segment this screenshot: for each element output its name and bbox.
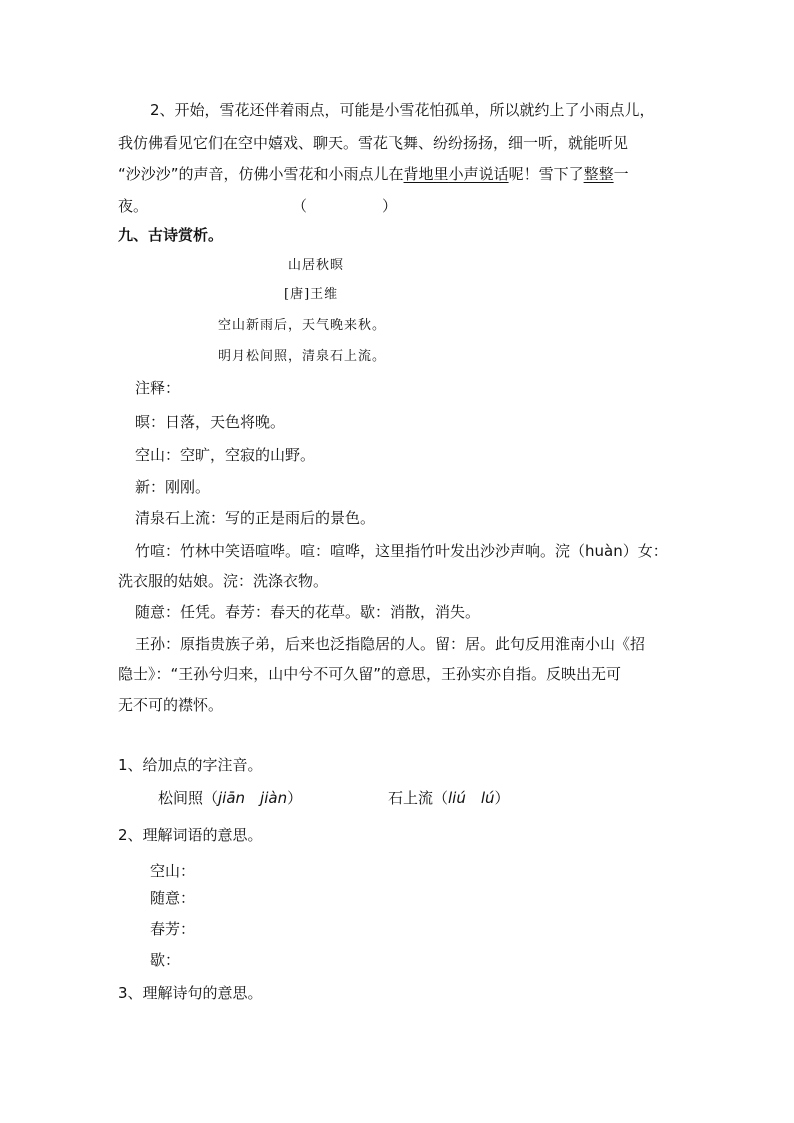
underlined-word-beidili: 背地里 — [403, 165, 449, 183]
poem-title: 山居秋暝 — [288, 258, 345, 273]
pinyin-options-liu[interactable]: liú lú — [448, 789, 495, 807]
note-ming: 暝：日落，天色将晚。 — [135, 413, 286, 431]
question-2: 2、理解词语的意思。 — [118, 826, 263, 844]
answer-blank[interactable]: （ ） — [292, 197, 398, 215]
passage-line-3-text-c: 一 — [613, 165, 629, 183]
note-xin: 新：刚刚。 — [135, 478, 211, 496]
question-1: 1、给加点的字注音。 — [118, 756, 263, 774]
word-kongshan: 空山： — [150, 862, 196, 880]
note-wangsun-cont-1: 隐士》：“王孙兮归来，山中兮不可久留”的意思，王孙实亦自指。反映出无可 — [118, 665, 622, 683]
word-xie: 歇： — [150, 951, 181, 969]
underlined-word-xiaoshengshuohua: 小声说话 — [448, 165, 509, 183]
note-zhuxuan-cont: 洗衣服的姑娘。浣：洗涤衣物。 — [118, 572, 329, 590]
passage-line-4: 夜。 — [118, 197, 149, 215]
poem-author: [唐]王维 — [284, 287, 339, 302]
question-1-item-a: 松间照（jiān jiàn） — [158, 789, 303, 807]
word-suiyi: 随意： — [150, 889, 196, 907]
question-1-item-b: 石上流（liú lú） — [388, 789, 510, 807]
poem-line-2: 明月松间照，清泉石上流。 — [218, 349, 387, 364]
question-3: 3、理解诗句的意思。 — [118, 984, 263, 1002]
poem-line-1: 空山新雨后，天气晚来秋。 — [218, 318, 387, 333]
note-wangsun-cont-2: 无不可的襟怀。 — [118, 696, 224, 714]
note-kongshan: 空山：空旷，空寂的山野。 — [135, 446, 316, 464]
passage-line-1: 2、开始，雪花还伴着雨点，可能是小雪花怕孤单，所以就约上了小雨点儿， — [150, 101, 655, 119]
section-heading: 九、古诗赏析。 — [118, 226, 224, 244]
note-wangsun: 王孙：原指贵族子弟，后来也泛指隐居的人。留：居。此句反用淮南小山《招 — [135, 635, 646, 653]
notes-label: 注释： — [135, 379, 181, 397]
note-suiyi: 随意：任凭。春芳：春天的花草。歇：消散，消失。 — [135, 603, 481, 621]
passage-line-3-text-a: “沙沙沙”的声音，仿佛小雪花和小雨点儿在 — [118, 165, 404, 183]
passage-line-3-text-b: 呢！雪下了 — [508, 165, 584, 183]
passage-line-2: 我仿佛看见它们在空中嬉戏、聊天。雪花飞舞、纷纷扬扬，细一听，就能听见 — [118, 134, 629, 152]
passage-line-3 — [118, 164, 629, 184]
note-qingquan: 清泉石上流：写的正是雨后的景色。 — [135, 509, 376, 527]
word-chunfang: 春芳： — [150, 920, 196, 938]
note-zhuxuan: 竹喧：竹林中笑语喧哗。喧：喧哗，这里指竹叶发出沙沙声响。浣（huàn）女： — [135, 542, 668, 560]
underlined-word-zhengzheng: 整整 — [583, 165, 614, 183]
pinyin-options-jian[interactable]: jiān jiàn — [218, 789, 288, 807]
